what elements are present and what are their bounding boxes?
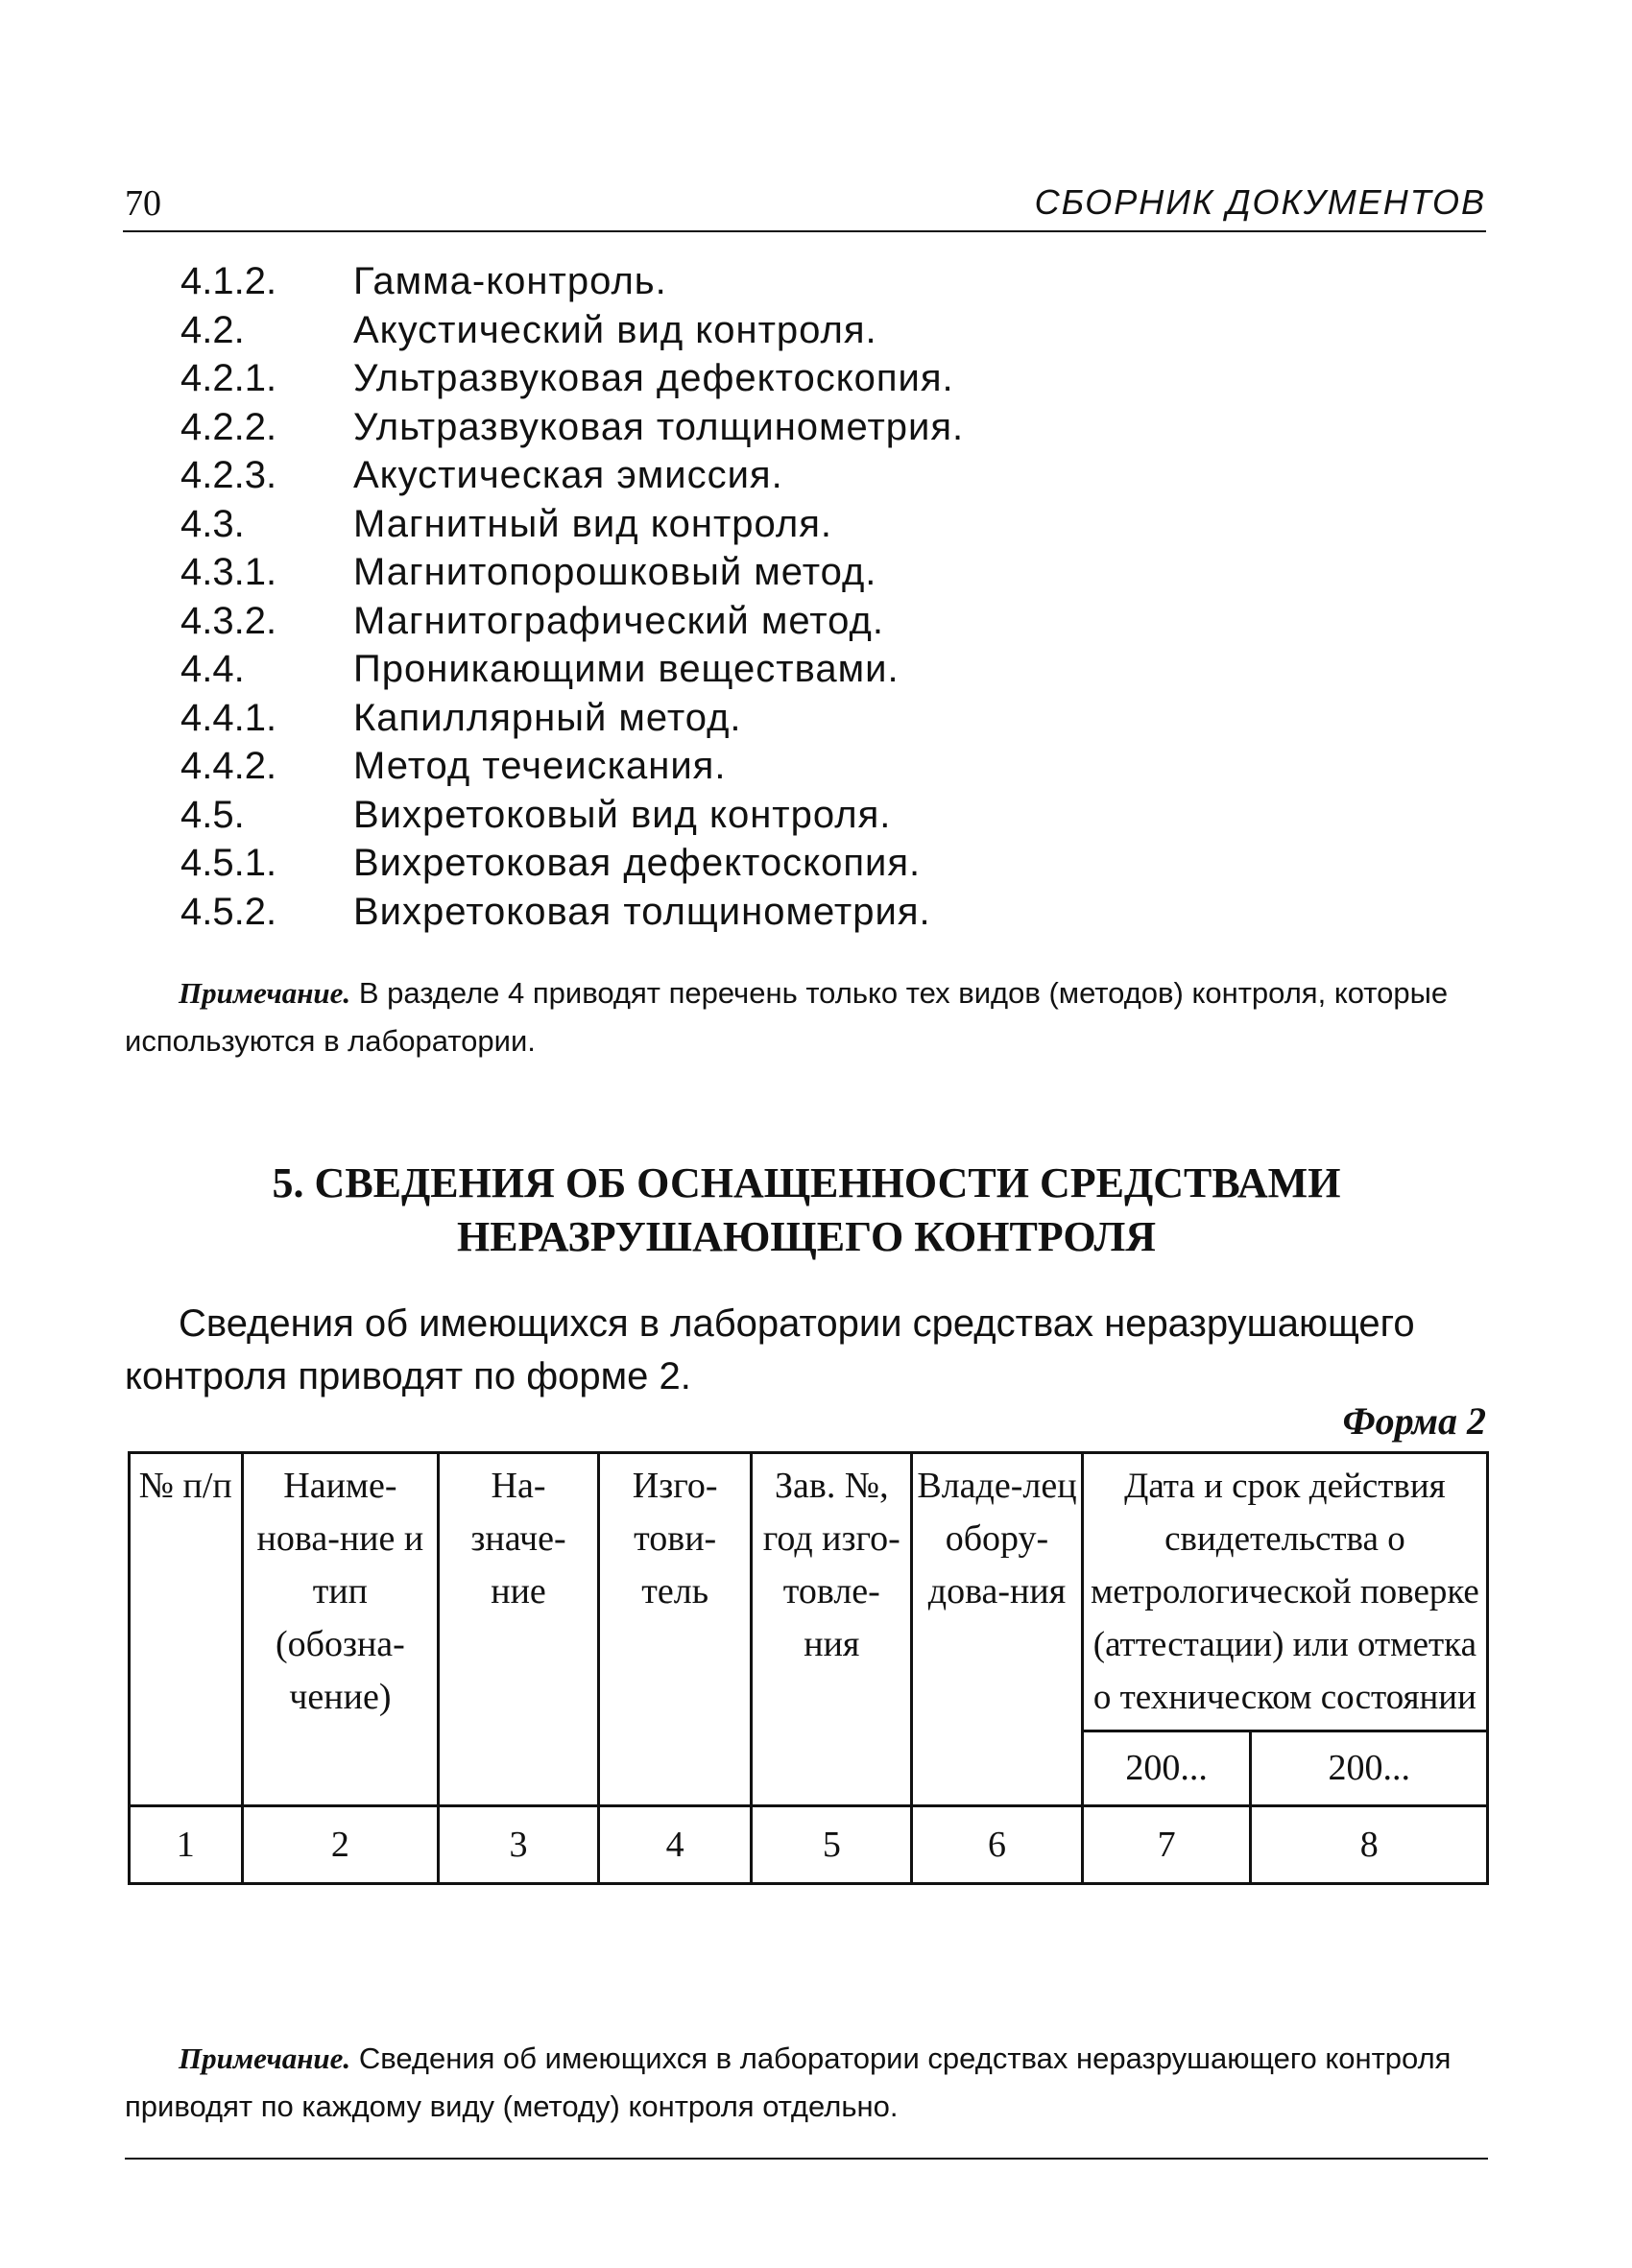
list-item-number: 4.5.2. (180, 890, 277, 933)
list-item-text: Вихретоковый вид контроля. (353, 793, 892, 836)
column-number-cell: 7 (1082, 1806, 1251, 1884)
header-cell-year-1: 200... (1082, 1731, 1251, 1806)
list-item-text: Метод течеискания. (353, 745, 727, 787)
note-text: В разделе 4 приводят перечень только тех видов (методов) контроля, которые используются в лаборатории. (125, 976, 1449, 1058)
running-title: СБОРНИК ДОКУМЕНТОВ (1034, 182, 1486, 222)
list-item-text: Акустический вид контроля. (353, 308, 877, 351)
list-item (180, 791, 964, 840)
column-number-cell: 1 (130, 1806, 243, 1884)
page-number: 70 (125, 183, 161, 224)
header-cell-number: № п/п (130, 1453, 243, 1806)
list-item-number: 4.3.2. (180, 599, 277, 642)
list-item-text: Вихретоковая толщинометрия. (353, 890, 931, 933)
list-item-text: Магнитопорошковый метод. (353, 551, 877, 593)
list-item (180, 645, 964, 694)
list-item-number: 4.3.1. (180, 551, 277, 593)
list-item-number: 4.2.2. (180, 405, 277, 448)
list-item-number: 4.4.1. (180, 696, 277, 739)
list-item-number: 4.3. (180, 502, 245, 545)
list-item (180, 548, 964, 597)
section-intro: Сведения об имеющихся в лаборатории средствах неразрушающего контроля приводят по форме 2. (125, 1302, 1415, 1397)
column-number-cell: 5 (752, 1806, 912, 1884)
note-form-2 (125, 2035, 1488, 2131)
list-item (180, 597, 964, 646)
header-cell-serial-year: Зав. №, год изго-товле-ния (752, 1453, 912, 1806)
list-item-number: 4.1.2. (180, 260, 277, 302)
header-cell-certificate: Дата и срок действия свидетельства о метрологической поверке (аттестации) или отметка о техническом состоянии (1082, 1453, 1487, 1731)
page-header (123, 182, 1486, 232)
list-item-text: Ультразвуковая толщинометрия. (353, 405, 965, 448)
list-item-number: 4.4.2. (180, 745, 277, 787)
list-item-number: 4.5.1. (180, 842, 277, 884)
form-2-table (128, 1451, 1489, 1885)
header-cell-manufacturer: Изго-тови-тель (598, 1453, 752, 1806)
section-title-line1: 5. СВЕДЕНИЯ ОБ ОСНАЩЕННОСТИ СРЕДСТВАМИ (272, 1159, 1341, 1206)
table-column-number-row (130, 1806, 1488, 1884)
list-item-text: Магнитный вид контроля. (353, 502, 833, 545)
column-number-cell: 4 (598, 1806, 752, 1884)
list-item-text: Гамма-контроль. (353, 260, 667, 302)
list-item (180, 403, 964, 452)
header-cell-year-2: 200... (1251, 1731, 1488, 1806)
list-item (180, 306, 964, 355)
header-cell-purpose: На-значе-ние (439, 1453, 599, 1806)
form-label: Форма 2 (1342, 1399, 1486, 1443)
list-item-text: Вихретоковая дефектоскопия. (353, 842, 922, 884)
list-item (180, 257, 964, 306)
list-item-number: 4.4. (180, 648, 245, 690)
list-item (180, 451, 964, 500)
note-label: Примечание. (179, 2041, 351, 2075)
footer-divider (125, 2158, 1488, 2160)
header-cell-name-type: Наиме-нова-ние и тип (обозна-чение) (242, 1453, 439, 1806)
column-number-cell: 2 (242, 1806, 439, 1884)
note-section-4 (125, 969, 1488, 1065)
column-number-cell: 8 (1251, 1806, 1488, 1884)
list-item-text: Проникающими веществами. (353, 648, 900, 690)
column-number-cell: 6 (912, 1806, 1083, 1884)
section-title-line2: НЕРАЗРУШАЮЩЕГО КОНТРОЛЯ (456, 1213, 1157, 1260)
list-item (180, 694, 964, 743)
list-item-text: Ультразвуковая дефектоскопия. (353, 357, 954, 399)
list-item (180, 742, 964, 791)
list-item-text: Акустическая эмиссия. (353, 454, 783, 496)
column-number-cell: 3 (439, 1806, 599, 1884)
note-label: Примечание. (179, 976, 351, 1010)
toc-list (180, 257, 964, 936)
list-item-text: Капиллярный метод. (353, 696, 742, 739)
list-item (180, 888, 964, 937)
list-item (180, 500, 964, 549)
list-item-number: 4.5. (180, 793, 245, 836)
list-item (180, 839, 964, 888)
list-item-number: 4.2.3. (180, 454, 277, 496)
header-cell-owner: Владе-лец обору-дова-ния (912, 1453, 1083, 1806)
list-item-text: Магнитографический метод. (353, 599, 884, 642)
section-title (125, 1157, 1488, 1264)
list-item-number: 4.2. (180, 308, 245, 351)
note-text: Сведения об имеющихся в лаборатории средствах неразрушающего контроля приводят по каждому виду (методу) контроля отдельно. (125, 2041, 1452, 2123)
list-item-number: 4.2.1. (180, 357, 277, 399)
table-header-row (130, 1453, 1488, 1731)
list-item (180, 354, 964, 403)
